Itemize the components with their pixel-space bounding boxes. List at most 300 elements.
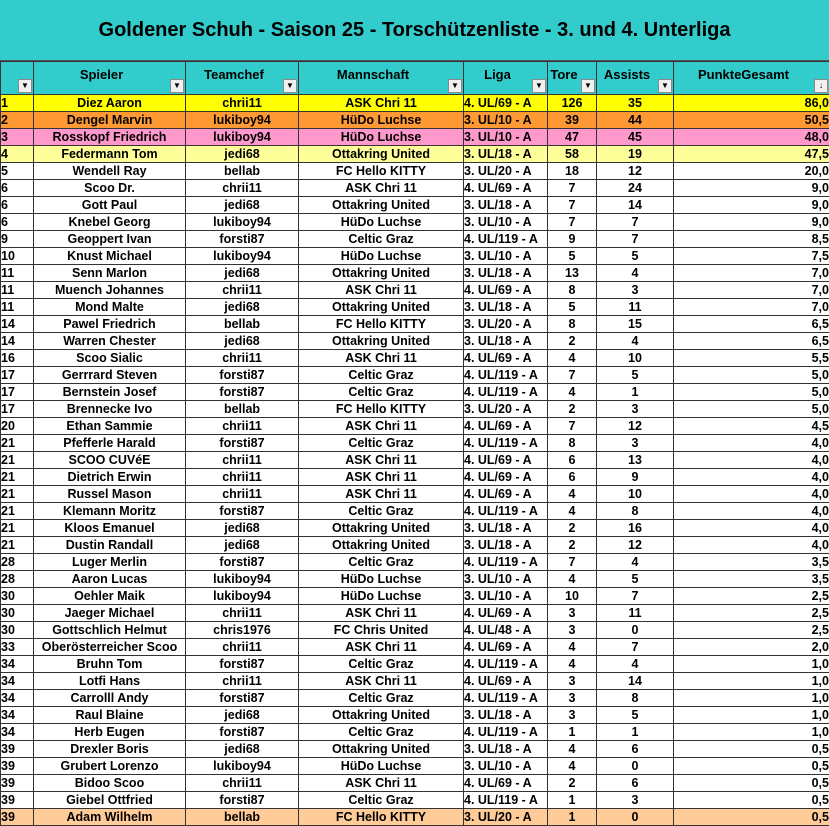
cell-teamchef[interactable]: lukiboy94 [186, 112, 299, 129]
cell-tore[interactable]: 3 [548, 673, 597, 690]
cell-spieler[interactable]: Federmann Tom [34, 146, 186, 163]
cell-mannschaft[interactable]: Celtic Graz [299, 435, 464, 452]
cell-tore[interactable]: 4 [548, 639, 597, 656]
cell-punkte[interactable]: 4,0 [674, 486, 829, 503]
cell-tore[interactable]: 4 [548, 571, 597, 588]
cell-punkte[interactable]: 2,5 [674, 588, 829, 605]
cell-mannschaft[interactable]: Ottakring United [299, 197, 464, 214]
cell-mannschaft[interactable]: Celtic Graz [299, 690, 464, 707]
cell-spieler[interactable]: Geoppert Ivan [34, 231, 186, 248]
cell-mannschaft[interactable]: FC Hello KITTY [299, 316, 464, 333]
cell-liga[interactable]: 4. UL/119 - A [464, 367, 548, 384]
cell-spieler[interactable]: Pfefferle Harald [34, 435, 186, 452]
cell-teamchef[interactable]: bellab [186, 163, 299, 180]
cell-teamchef[interactable]: forsti87 [186, 690, 299, 707]
cell-tore[interactable]: 2 [548, 333, 597, 350]
cell-punkte[interactable]: 5,0 [674, 401, 829, 418]
cell-mannschaft[interactable]: ASK Chri 11 [299, 282, 464, 299]
cell-assists[interactable]: 3 [597, 792, 674, 809]
cell-liga[interactable]: 4. UL/119 - A [464, 503, 548, 520]
cell-spieler[interactable]: Dengel Marvin [34, 112, 186, 129]
filter-dropdown-icon[interactable]: ▼ [658, 79, 672, 93]
cell-liga[interactable]: 4. UL/119 - A [464, 231, 548, 248]
cell-spieler[interactable]: Knust Michael [34, 248, 186, 265]
cell-tore[interactable]: 5 [548, 248, 597, 265]
cell-teamchef[interactable]: chrii11 [186, 775, 299, 792]
cell-liga[interactable]: 3. UL/20 - A [464, 401, 548, 418]
cell-pos[interactable]: 21 [1, 503, 34, 520]
cell-spieler[interactable]: Muench Johannes [34, 282, 186, 299]
cell-punkte[interactable]: 5,0 [674, 384, 829, 401]
cell-assists[interactable]: 1 [597, 724, 674, 741]
cell-spieler[interactable]: Wendell Ray [34, 163, 186, 180]
cell-mannschaft[interactable]: Ottakring United [299, 520, 464, 537]
cell-spieler[interactable]: Pawel Friedrich [34, 316, 186, 333]
cell-pos[interactable]: 34 [1, 673, 34, 690]
cell-spieler[interactable]: Giebel Ottfried [34, 792, 186, 809]
cell-mannschaft[interactable]: HüDo Luchse [299, 588, 464, 605]
cell-spieler[interactable]: Dietrich Erwin [34, 469, 186, 486]
cell-teamchef[interactable]: chrii11 [186, 452, 299, 469]
cell-teamchef[interactable]: chrii11 [186, 469, 299, 486]
cell-teamchef[interactable]: jedi68 [186, 537, 299, 554]
cell-teamchef[interactable]: chris1976 [186, 622, 299, 639]
cell-mannschaft[interactable]: Celtic Graz [299, 384, 464, 401]
cell-assists[interactable]: 7 [597, 231, 674, 248]
cell-mannschaft[interactable]: ASK Chri 11 [299, 673, 464, 690]
cell-punkte[interactable]: 6,5 [674, 333, 829, 350]
cell-tore[interactable]: 7 [548, 214, 597, 231]
cell-spieler[interactable]: Oehler Maik [34, 588, 186, 605]
cell-teamchef[interactable]: bellab [186, 316, 299, 333]
cell-teamchef[interactable]: jedi68 [186, 299, 299, 316]
cell-mannschaft[interactable]: ASK Chri 11 [299, 605, 464, 622]
cell-mannschaft[interactable]: Ottakring United [299, 537, 464, 554]
cell-teamchef[interactable]: chrii11 [186, 673, 299, 690]
cell-punkte[interactable]: 1,0 [674, 656, 829, 673]
cell-liga[interactable]: 4. UL/119 - A [464, 384, 548, 401]
cell-assists[interactable]: 6 [597, 741, 674, 758]
cell-teamchef[interactable]: jedi68 [186, 333, 299, 350]
cell-punkte[interactable]: 20,0 [674, 163, 829, 180]
cell-liga[interactable]: 4. UL/119 - A [464, 435, 548, 452]
cell-pos[interactable]: 17 [1, 367, 34, 384]
cell-tore[interactable]: 3 [548, 690, 597, 707]
cell-spieler[interactable]: Grubert Lorenzo [34, 758, 186, 775]
cell-tore[interactable]: 10 [548, 588, 597, 605]
cell-liga[interactable]: 4. UL/69 - A [464, 469, 548, 486]
cell-spieler[interactable]: Jaeger Michael [34, 605, 186, 622]
cell-punkte[interactable]: 4,0 [674, 435, 829, 452]
cell-spieler[interactable]: Luger Merlin [34, 554, 186, 571]
cell-tore[interactable]: 6 [548, 452, 597, 469]
cell-punkte[interactable]: 48,0 [674, 129, 829, 146]
cell-pos[interactable]: 39 [1, 741, 34, 758]
cell-assists[interactable]: 19 [597, 146, 674, 163]
cell-punkte[interactable]: 5,5 [674, 350, 829, 367]
cell-mannschaft[interactable]: Ottakring United [299, 299, 464, 316]
cell-mannschaft[interactable]: ASK Chri 11 [299, 639, 464, 656]
cell-mannschaft[interactable]: ASK Chri 11 [299, 469, 464, 486]
cell-mannschaft[interactable]: Celtic Graz [299, 724, 464, 741]
cell-spieler[interactable]: Drexler Boris [34, 741, 186, 758]
cell-punkte[interactable]: 3,5 [674, 571, 829, 588]
cell-spieler[interactable]: Diez Aaron [34, 95, 186, 112]
cell-punkte[interactable]: 1,0 [674, 707, 829, 724]
cell-mannschaft[interactable]: Ottakring United [299, 146, 464, 163]
cell-spieler[interactable]: SCOO CUVéE [34, 452, 186, 469]
cell-pos[interactable]: 9 [1, 231, 34, 248]
cell-spieler[interactable]: Aaron Lucas [34, 571, 186, 588]
cell-teamchef[interactable]: forsti87 [186, 231, 299, 248]
filter-dropdown-icon[interactable]: ▼ [581, 79, 595, 93]
cell-pos[interactable]: 17 [1, 401, 34, 418]
cell-tore[interactable]: 9 [548, 231, 597, 248]
cell-tore[interactable]: 2 [548, 520, 597, 537]
cell-teamchef[interactable]: chrii11 [186, 180, 299, 197]
cell-teamchef[interactable]: forsti87 [186, 435, 299, 452]
cell-pos[interactable]: 21 [1, 452, 34, 469]
cell-tore[interactable]: 4 [548, 503, 597, 520]
cell-teamchef[interactable]: jedi68 [186, 707, 299, 724]
cell-mannschaft[interactable]: HüDo Luchse [299, 571, 464, 588]
cell-teamchef[interactable]: forsti87 [186, 656, 299, 673]
cell-pos[interactable]: 14 [1, 316, 34, 333]
cell-spieler[interactable]: Adam Wilhelm [34, 809, 186, 826]
cell-teamchef[interactable]: lukiboy94 [186, 248, 299, 265]
cell-liga[interactable]: 3. UL/18 - A [464, 299, 548, 316]
cell-liga[interactable]: 4. UL/69 - A [464, 486, 548, 503]
cell-punkte[interactable]: 6,5 [674, 316, 829, 333]
cell-tore[interactable]: 126 [548, 95, 597, 112]
cell-assists[interactable]: 35 [597, 95, 674, 112]
cell-assists[interactable]: 8 [597, 503, 674, 520]
cell-liga[interactable]: 3. UL/18 - A [464, 537, 548, 554]
cell-teamchef[interactable]: lukiboy94 [186, 571, 299, 588]
cell-spieler[interactable]: Bruhn Tom [34, 656, 186, 673]
cell-pos[interactable]: 2 [1, 112, 34, 129]
sort-descending-icon[interactable]: ↓ [814, 79, 828, 93]
cell-spieler[interactable]: Oberösterreicher Scoo [34, 639, 186, 656]
cell-pos[interactable]: 6 [1, 180, 34, 197]
cell-tore[interactable]: 4 [548, 758, 597, 775]
cell-pos[interactable]: 3 [1, 129, 34, 146]
cell-pos[interactable]: 39 [1, 809, 34, 826]
cell-mannschaft[interactable]: FC Chris United [299, 622, 464, 639]
cell-tore[interactable]: 2 [548, 401, 597, 418]
cell-liga[interactable]: 4. UL/69 - A [464, 775, 548, 792]
cell-liga[interactable]: 4. UL/69 - A [464, 95, 548, 112]
cell-punkte[interactable]: 4,0 [674, 469, 829, 486]
cell-spieler[interactable]: Carrolll Andy [34, 690, 186, 707]
filter-dropdown-icon[interactable]: ▼ [448, 79, 462, 93]
cell-assists[interactable]: 15 [597, 316, 674, 333]
cell-pos[interactable]: 14 [1, 333, 34, 350]
cell-spieler[interactable]: Klemann Moritz [34, 503, 186, 520]
cell-punkte[interactable]: 7,0 [674, 299, 829, 316]
cell-punkte[interactable]: 0,5 [674, 741, 829, 758]
cell-mannschaft[interactable]: Ottakring United [299, 265, 464, 282]
cell-spieler[interactable]: Bidoo Scoo [34, 775, 186, 792]
cell-teamchef[interactable]: forsti87 [186, 724, 299, 741]
cell-liga[interactable]: 3. UL/18 - A [464, 333, 548, 350]
cell-assists[interactable]: 13 [597, 452, 674, 469]
cell-teamchef[interactable]: lukiboy94 [186, 214, 299, 231]
cell-assists[interactable]: 5 [597, 707, 674, 724]
cell-liga[interactable]: 3. UL/10 - A [464, 214, 548, 231]
cell-tore[interactable]: 6 [548, 469, 597, 486]
cell-assists[interactable]: 8 [597, 690, 674, 707]
cell-mannschaft[interactable]: ASK Chri 11 [299, 486, 464, 503]
cell-tore[interactable]: 2 [548, 775, 597, 792]
cell-tore[interactable]: 4 [548, 384, 597, 401]
cell-mannschaft[interactable]: HüDo Luchse [299, 248, 464, 265]
cell-punkte[interactable]: 4,0 [674, 452, 829, 469]
cell-mannschaft[interactable]: HüDo Luchse [299, 112, 464, 129]
cell-tore[interactable]: 3 [548, 707, 597, 724]
cell-spieler[interactable]: Kloos Emanuel [34, 520, 186, 537]
cell-punkte[interactable]: 4,0 [674, 520, 829, 537]
cell-pos[interactable]: 21 [1, 537, 34, 554]
cell-assists[interactable]: 12 [597, 418, 674, 435]
cell-tore[interactable]: 8 [548, 435, 597, 452]
cell-liga[interactable]: 3. UL/20 - A [464, 163, 548, 180]
cell-tore[interactable]: 1 [548, 792, 597, 809]
cell-assists[interactable]: 14 [597, 673, 674, 690]
cell-pos[interactable]: 11 [1, 265, 34, 282]
cell-mannschaft[interactable]: FC Hello KITTY [299, 163, 464, 180]
cell-pos[interactable]: 4 [1, 146, 34, 163]
cell-tore[interactable]: 4 [548, 656, 597, 673]
cell-spieler[interactable]: Rosskopf Friedrich [34, 129, 186, 146]
cell-pos[interactable]: 11 [1, 282, 34, 299]
cell-liga[interactable]: 3. UL/10 - A [464, 129, 548, 146]
cell-assists[interactable]: 12 [597, 163, 674, 180]
cell-tore[interactable]: 39 [548, 112, 597, 129]
cell-pos[interactable]: 33 [1, 639, 34, 656]
cell-assists[interactable]: 10 [597, 350, 674, 367]
filter-dropdown-icon[interactable]: ▼ [18, 79, 32, 93]
cell-teamchef[interactable]: chrii11 [186, 418, 299, 435]
cell-spieler[interactable]: Dustin Randall [34, 537, 186, 554]
cell-assists[interactable]: 24 [597, 180, 674, 197]
cell-punkte[interactable]: 0,5 [674, 775, 829, 792]
cell-pos[interactable]: 30 [1, 622, 34, 639]
cell-tore[interactable]: 1 [548, 724, 597, 741]
cell-spieler[interactable]: Gerrrard Steven [34, 367, 186, 384]
cell-punkte[interactable]: 9,0 [674, 214, 829, 231]
cell-pos[interactable]: 34 [1, 690, 34, 707]
cell-assists[interactable]: 7 [597, 214, 674, 231]
cell-assists[interactable]: 3 [597, 282, 674, 299]
cell-teamchef[interactable]: jedi68 [186, 197, 299, 214]
cell-mannschaft[interactable]: Celtic Graz [299, 792, 464, 809]
cell-assists[interactable]: 7 [597, 639, 674, 656]
cell-assists[interactable]: 12 [597, 537, 674, 554]
cell-punkte[interactable]: 7,0 [674, 282, 829, 299]
cell-assists[interactable]: 10 [597, 486, 674, 503]
cell-tore[interactable]: 13 [548, 265, 597, 282]
cell-punkte[interactable]: 8,5 [674, 231, 829, 248]
cell-pos[interactable]: 21 [1, 469, 34, 486]
cell-pos[interactable]: 34 [1, 707, 34, 724]
cell-mannschaft[interactable]: Celtic Graz [299, 554, 464, 571]
cell-pos[interactable]: 6 [1, 197, 34, 214]
cell-punkte[interactable]: 9,0 [674, 197, 829, 214]
cell-assists[interactable]: 3 [597, 435, 674, 452]
cell-mannschaft[interactable]: Celtic Graz [299, 367, 464, 384]
cell-teamchef[interactable]: chrii11 [186, 350, 299, 367]
cell-spieler[interactable]: Russel Mason [34, 486, 186, 503]
cell-spieler[interactable]: Mond Malte [34, 299, 186, 316]
cell-teamchef[interactable]: lukiboy94 [186, 758, 299, 775]
cell-liga[interactable]: 4. UL/69 - A [464, 180, 548, 197]
cell-assists[interactable]: 7 [597, 588, 674, 605]
cell-spieler[interactable]: Senn Marlon [34, 265, 186, 282]
cell-tore[interactable]: 2 [548, 537, 597, 554]
cell-liga[interactable]: 3. UL/18 - A [464, 520, 548, 537]
cell-pos[interactable]: 39 [1, 792, 34, 809]
cell-tore[interactable]: 7 [548, 180, 597, 197]
cell-pos[interactable]: 5 [1, 163, 34, 180]
cell-mannschaft[interactable]: ASK Chri 11 [299, 95, 464, 112]
cell-teamchef[interactable]: chrii11 [186, 639, 299, 656]
cell-punkte[interactable]: 1,0 [674, 690, 829, 707]
cell-punkte[interactable]: 50,5 [674, 112, 829, 129]
cell-punkte[interactable]: 2,0 [674, 639, 829, 656]
cell-punkte[interactable]: 0,5 [674, 758, 829, 775]
cell-liga[interactable]: 3. UL/10 - A [464, 248, 548, 265]
cell-liga[interactable]: 3. UL/10 - A [464, 588, 548, 605]
cell-mannschaft[interactable]: HüDo Luchse [299, 214, 464, 231]
cell-tore[interactable]: 8 [548, 316, 597, 333]
cell-pos[interactable]: 20 [1, 418, 34, 435]
cell-teamchef[interactable]: jedi68 [186, 265, 299, 282]
cell-assists[interactable]: 11 [597, 605, 674, 622]
cell-spieler[interactable]: Herb Eugen [34, 724, 186, 741]
cell-liga[interactable]: 4. UL/119 - A [464, 724, 548, 741]
cell-teamchef[interactable]: forsti87 [186, 384, 299, 401]
cell-liga[interactable]: 4. UL/69 - A [464, 673, 548, 690]
cell-assists[interactable]: 11 [597, 299, 674, 316]
cell-assists[interactable]: 16 [597, 520, 674, 537]
cell-liga[interactable]: 3. UL/18 - A [464, 707, 548, 724]
cell-liga[interactable]: 4. UL/119 - A [464, 792, 548, 809]
cell-pos[interactable]: 6 [1, 214, 34, 231]
cell-punkte[interactable]: 2,5 [674, 605, 829, 622]
cell-assists[interactable]: 45 [597, 129, 674, 146]
cell-liga[interactable]: 4. UL/69 - A [464, 350, 548, 367]
cell-pos[interactable]: 21 [1, 435, 34, 452]
cell-mannschaft[interactable]: Celtic Graz [299, 231, 464, 248]
cell-punkte[interactable]: 2,5 [674, 622, 829, 639]
cell-assists[interactable]: 4 [597, 265, 674, 282]
cell-liga[interactable]: 3. UL/20 - A [464, 316, 548, 333]
cell-mannschaft[interactable]: Ottakring United [299, 741, 464, 758]
cell-tore[interactable]: 7 [548, 418, 597, 435]
cell-assists[interactable]: 0 [597, 622, 674, 639]
cell-assists[interactable]: 5 [597, 248, 674, 265]
cell-spieler[interactable]: Ethan Sammie [34, 418, 186, 435]
cell-mannschaft[interactable]: Ottakring United [299, 333, 464, 350]
cell-pos[interactable]: 28 [1, 571, 34, 588]
cell-punkte[interactable]: 4,0 [674, 503, 829, 520]
filter-dropdown-icon[interactable]: ▼ [532, 79, 546, 93]
cell-pos[interactable]: 30 [1, 605, 34, 622]
cell-pos[interactable]: 34 [1, 724, 34, 741]
cell-tore[interactable]: 3 [548, 622, 597, 639]
cell-tore[interactable]: 7 [548, 367, 597, 384]
cell-tore[interactable]: 7 [548, 197, 597, 214]
cell-assists[interactable]: 6 [597, 775, 674, 792]
cell-punkte[interactable]: 4,5 [674, 418, 829, 435]
cell-teamchef[interactable]: chrii11 [186, 95, 299, 112]
cell-spieler[interactable]: Knebel Georg [34, 214, 186, 231]
cell-pos[interactable]: 39 [1, 758, 34, 775]
cell-teamchef[interactable]: chrii11 [186, 486, 299, 503]
cell-mannschaft[interactable]: HüDo Luchse [299, 758, 464, 775]
cell-assists[interactable]: 44 [597, 112, 674, 129]
cell-teamchef[interactable]: bellab [186, 809, 299, 826]
cell-tore[interactable]: 1 [548, 809, 597, 826]
cell-punkte[interactable]: 7,0 [674, 265, 829, 282]
cell-teamchef[interactable]: forsti87 [186, 503, 299, 520]
cell-assists[interactable]: 3 [597, 401, 674, 418]
cell-teamchef[interactable]: bellab [186, 401, 299, 418]
cell-assists[interactable]: 0 [597, 758, 674, 775]
cell-punkte[interactable]: 3,5 [674, 554, 829, 571]
cell-spieler[interactable]: Scoo Sialic [34, 350, 186, 367]
cell-spieler[interactable]: Lotfi Hans [34, 673, 186, 690]
cell-teamchef[interactable]: lukiboy94 [186, 588, 299, 605]
cell-liga[interactable]: 3. UL/18 - A [464, 265, 548, 282]
cell-spieler[interactable]: Warren Chester [34, 333, 186, 350]
cell-assists[interactable]: 1 [597, 384, 674, 401]
cell-assists[interactable]: 14 [597, 197, 674, 214]
cell-teamchef[interactable]: forsti87 [186, 367, 299, 384]
cell-assists[interactable]: 4 [597, 333, 674, 350]
cell-tore[interactable]: 4 [548, 350, 597, 367]
cell-pos[interactable]: 16 [1, 350, 34, 367]
cell-tore[interactable]: 4 [548, 486, 597, 503]
cell-mannschaft[interactable]: FC Hello KITTY [299, 401, 464, 418]
cell-liga[interactable]: 4. UL/69 - A [464, 282, 548, 299]
cell-assists[interactable]: 4 [597, 656, 674, 673]
cell-pos[interactable]: 11 [1, 299, 34, 316]
cell-spieler[interactable]: Raul Blaine [34, 707, 186, 724]
cell-teamchef[interactable]: forsti87 [186, 792, 299, 809]
cell-punkte[interactable]: 7,5 [674, 248, 829, 265]
cell-liga[interactable]: 3. UL/20 - A [464, 809, 548, 826]
cell-mannschaft[interactable]: Celtic Graz [299, 656, 464, 673]
cell-teamchef[interactable]: jedi68 [186, 520, 299, 537]
cell-assists[interactable]: 0 [597, 809, 674, 826]
cell-punkte[interactable]: 0,5 [674, 792, 829, 809]
cell-tore[interactable]: 3 [548, 605, 597, 622]
cell-teamchef[interactable]: chrii11 [186, 282, 299, 299]
filter-dropdown-icon[interactable]: ▼ [283, 79, 297, 93]
cell-teamchef[interactable]: jedi68 [186, 146, 299, 163]
cell-liga[interactable]: 3. UL/18 - A [464, 197, 548, 214]
cell-liga[interactable]: 4. UL/119 - A [464, 554, 548, 571]
cell-mannschaft[interactable]: ASK Chri 11 [299, 418, 464, 435]
cell-punkte[interactable]: 47,5 [674, 146, 829, 163]
cell-tore[interactable]: 8 [548, 282, 597, 299]
cell-assists[interactable]: 5 [597, 367, 674, 384]
cell-tore[interactable]: 47 [548, 129, 597, 146]
cell-teamchef[interactable]: lukiboy94 [186, 129, 299, 146]
cell-tore[interactable]: 7 [548, 554, 597, 571]
